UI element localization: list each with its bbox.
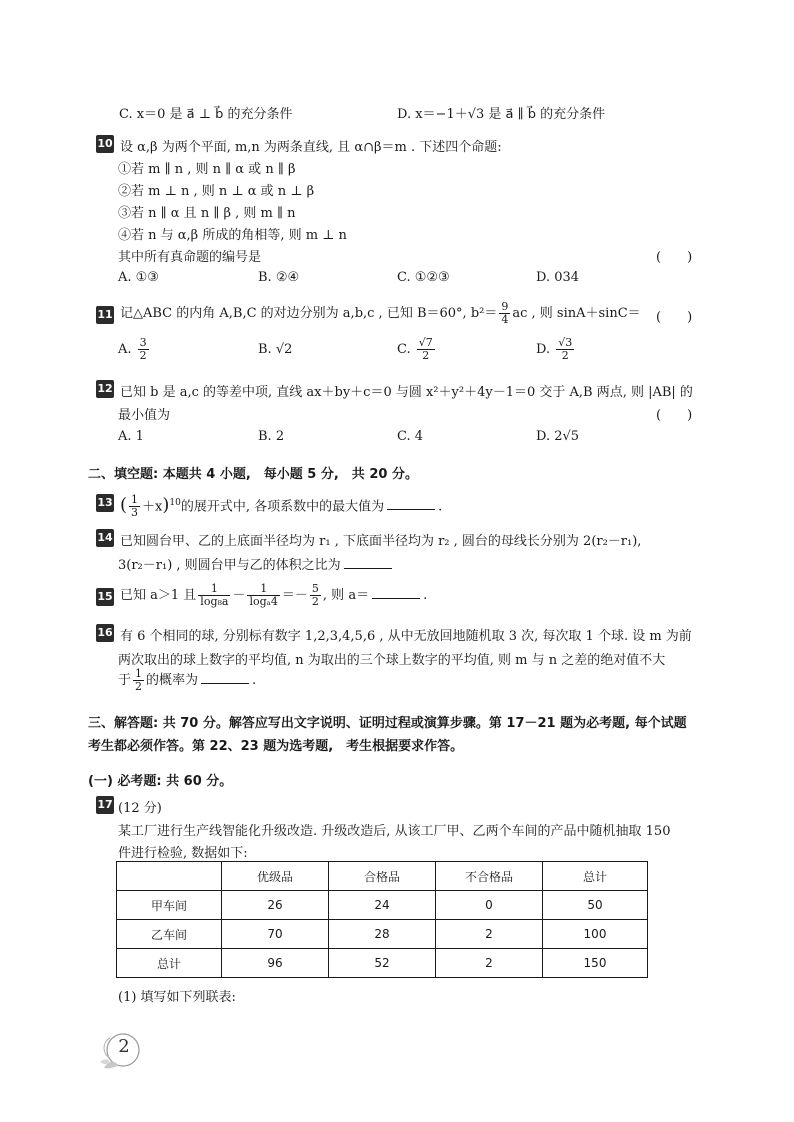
q16-answer-blank[interactable] [201, 683, 249, 684]
q13-answer-blank[interactable] [387, 509, 435, 510]
q10-item-2: ②若 m ⊥ n , 则 n ⊥ α 或 n ⊥ β [118, 184, 315, 199]
q15-post: , 则 a＝ [322, 588, 370, 603]
q16-line-1: 有 6 个相同的球, 分别标有数字 1,2,3,4,5,6 , 从中无放回地随机取 3 次, 每次取 1 个球. 设 m 为前 [120, 629, 692, 644]
q15-answer-blank[interactable] [372, 598, 420, 599]
q12-line-2: 最小值为 [118, 408, 171, 423]
q12-option-a: A. 1 [118, 429, 144, 444]
q10-option-d: D. 034 [536, 270, 580, 285]
q15-pre: 已知 a＞1 且 [120, 588, 197, 603]
q15-end: . [423, 588, 428, 603]
table-cell: 乙车间 [117, 920, 222, 949]
q11-option-c-num: √7 [418, 336, 433, 349]
table-header-cell: 不合格品 [436, 862, 543, 891]
q14-line-2 [118, 554, 395, 573]
q10-option-b: B. ②④ [258, 270, 300, 285]
q15-equals: ＝－ [281, 588, 308, 603]
q11-option-d-num: √3 [558, 336, 573, 349]
q17-line-1: 某工厂进行生产线智能化升级改造. 升级改造后, 从该工厂甲、乙两个车间的产品中随机抽取 150 [118, 824, 671, 839]
q11-option-b-label: B. [258, 342, 272, 357]
q16-line-3 [118, 666, 256, 696]
question-number-16: 16 [96, 624, 114, 642]
q10-item-4: ④若 n 与 α,β 所成的角相等, 则 m ⊥ n [118, 228, 347, 243]
q13-fraction [129, 494, 140, 519]
q11-option-d [536, 336, 576, 364]
subsection-required: (一) 必考题: 共 60 分。 [88, 774, 233, 789]
q13-paren-open: ( [120, 494, 128, 516]
q11-option-b [258, 336, 292, 364]
q13-fraction-den: 3 [131, 506, 139, 520]
section-3-line-1: 三、解答题: 共 70 分。解答应写出文字说明、证明过程或演算步骤。第 17－21 题为必考题, 每个试题 [88, 716, 687, 731]
table-cell: 52 [329, 949, 436, 978]
q15-fraction-2 [247, 583, 279, 608]
question-number-13: 13 [96, 494, 114, 512]
question-number-14: 14 [96, 529, 114, 547]
q11-answer-paren: ( ) [656, 310, 693, 325]
table-cell: 28 [329, 920, 436, 949]
question-number-15: 15 [96, 588, 114, 606]
q11-stem-part2: ac , 则 sinA＋sinC＝ [512, 306, 641, 321]
table-row [117, 891, 648, 920]
question-number-12: 12 [96, 380, 114, 398]
q15-fraction-3 [310, 583, 321, 608]
q11-option-d-den: 2 [561, 349, 569, 362]
table-cell: 总计 [117, 949, 222, 978]
table-cell: 50 [543, 891, 648, 920]
q16-line-3-pre: 于 [118, 673, 132, 688]
q11-fraction [499, 301, 510, 326]
q13-body: 的展开式中, 各项系数中的最大值为 [180, 499, 385, 515]
q11-option-c [397, 336, 437, 364]
table-header-cell: 合格品 [329, 862, 436, 891]
table-cell: 0 [436, 891, 543, 920]
q10-ask: 其中所有真命题的编号是 [118, 250, 262, 265]
table-cell: 甲车间 [117, 891, 222, 920]
q13-exponent: 10 [169, 498, 181, 508]
q13-end: . [438, 499, 443, 515]
q17-part-1: (1) 填写如下列联表: [118, 990, 236, 1005]
question-number-17: 17 [96, 796, 114, 814]
q12-option-d: D. 2√5 [536, 429, 580, 444]
q11-option-a-num: 3 [139, 336, 147, 349]
q13-text [120, 488, 442, 522]
question-number-10: 10 [96, 135, 114, 153]
q11-option-c-frac [417, 337, 435, 362]
q10-item-3: ③若 n ∥ α 且 n ∥ β , 则 m ∥ n [118, 206, 296, 221]
table-cell: 96 [222, 949, 329, 978]
table-header-cell: 优级品 [222, 862, 329, 891]
section-2-heading: 二、填空题: 本题共 4 小题, 每小题 5 分, 共 20 分。 [88, 467, 418, 482]
q11-option-a-label: A. [118, 342, 132, 357]
table-cell: 24 [329, 891, 436, 920]
table-cell: 150 [543, 949, 648, 978]
q9-option-d: D. x＝−1＋√3 是 a⃗ ∥ b⃗ 的充分条件 [397, 107, 606, 122]
table-header-cell [117, 862, 222, 891]
table-cell: 2 [436, 949, 543, 978]
q10-answer-paren: ( ) [656, 250, 693, 265]
q12-line-1: 已知 b 是 a,c 的等差中项, 直线 ax＋by＋c＝0 与圆 x²＋y²＋4y－1＝0 交于 A,B 两点, 则 |AB| 的 [120, 385, 693, 400]
table-header-cell: 总计 [543, 862, 648, 891]
table-cell: 70 [222, 920, 329, 949]
q11-option-c-label: C. [397, 342, 411, 357]
q15-minus: － [232, 588, 246, 603]
q9-option-c: C. x＝0 是 a⃗ ⊥ b⃗ 的充分条件 [119, 107, 293, 122]
q15-f3-den: 2 [311, 595, 319, 608]
section-3-line-2: 考生都必须作答。第 22、23 题为选考题, 考生根据要求作答。 [88, 739, 464, 754]
q12-option-b: B. 2 [258, 429, 285, 444]
q16-line-3-post: 的概率为 [146, 673, 199, 688]
q15-text [120, 581, 427, 611]
q16-fraction-den: 2 [135, 680, 143, 693]
q15-f2-num: 1 [247, 583, 279, 596]
table-cell: 2 [436, 920, 543, 949]
q14-line-2-text: 3(r₂－r₁) , 则圆台甲与乙的体积之比为 [118, 558, 341, 573]
q16-end: . [252, 673, 257, 688]
q16-fraction-num: 1 [135, 667, 143, 680]
q11-option-a-den: 2 [139, 349, 147, 362]
table-header-row [117, 862, 648, 891]
q11-option-a-frac [138, 337, 149, 362]
q13-plus-x: ＋x [142, 499, 163, 515]
table-cell: 100 [543, 920, 648, 949]
q10-option-a: A. ①③ [118, 270, 159, 285]
q17-data-table [116, 861, 648, 978]
q11-option-a [118, 336, 151, 364]
question-number-11: 11 [96, 306, 114, 324]
q16-line-2: 两次取出的球上数字的平均值, n 为取出的三个球上数字的平均值, 则 m 与 n 之差的绝对值不大 [118, 653, 666, 668]
q13-paren-close: ) [162, 494, 170, 516]
q11-stem [120, 300, 641, 328]
page-number: 2 [118, 1036, 130, 1057]
table-row [117, 949, 648, 978]
q11-fraction-numerator: 9 [501, 300, 509, 313]
q11-option-b-value: √2 [275, 342, 293, 357]
q15-fraction-1 [198, 583, 230, 608]
q12-option-c: C. 4 [397, 429, 424, 444]
q11-option-c-den: 2 [422, 349, 430, 362]
table-row [117, 920, 648, 949]
q15-f2-den: logₐ4 [249, 595, 278, 608]
q12-answer-paren: ( ) [656, 408, 693, 423]
q10-item-1: ①若 m ∥ n , 则 n ∥ α 或 n ∥ β [118, 162, 296, 177]
q11-fraction-denominator: 4 [501, 313, 509, 326]
q15-f1-den: log₈a [200, 595, 229, 608]
q15-f3-num: 5 [311, 582, 319, 595]
table-cell: 26 [222, 891, 329, 920]
q11-option-d-frac [556, 337, 574, 362]
q10-option-c: C. ①②③ [397, 270, 450, 285]
q13-fraction-num: 1 [131, 493, 139, 507]
q11-stem-part1: 记△ABC 的内角 A,B,C 的对边分别为 a,b,c , 已知 B＝60°, b²＝ [120, 306, 498, 321]
q16-fraction [133, 668, 144, 693]
q10-stem: 设 α,β 为两个平面, m,n 为两条直线, 且 α∩β＝m . 下述四个命题: [120, 140, 502, 155]
q15-f1-num: 1 [198, 583, 230, 596]
q14-answer-blank[interactable] [344, 568, 392, 569]
q17-score: (12 分) [118, 801, 162, 816]
page-number-ornament [96, 1028, 142, 1074]
q11-option-d-label: D. [536, 342, 551, 357]
q17-line-2: 件进行检验, 数据如下: [118, 846, 248, 861]
q14-line-1: 已知圆台甲、乙的上底面半径均为 r₁ , 下底面半径均为 r₂ , 圆台的母线长分别为 2(r₂－r₁), [120, 534, 642, 549]
